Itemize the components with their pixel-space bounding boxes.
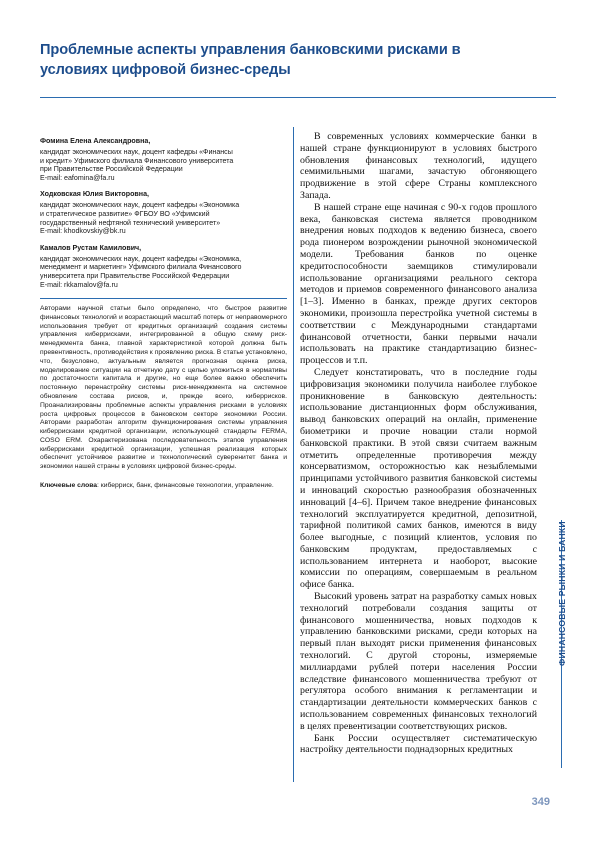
author-affiliation-line: менеджмент и маркетинг» Уфимского филиала Финансового bbox=[40, 263, 242, 272]
author-affiliation-line: при Правительстве Российской Федерации bbox=[40, 165, 183, 174]
keywords-label: Ключевые слова bbox=[40, 481, 98, 489]
author-affiliation-line: государственный нефтяной технический университет» bbox=[40, 218, 221, 227]
abstract: Авторами научной статьи было определено, что быстрое развитие финансовых технологий и возрастающий масштаб потерь от неправомерного использования требует от кредитных организаций создания системы управления киберрисками, интегрированной в общую схему риск-менеджмента банка, главной характеристикой которой должна быть превентивность, противодействия к проявлению риска. В статье установлено, что, безусловно, актуальным является прогнозная оценка риска, моделирование ситуации на отчетную дату с целью уложиться в нормативы по достаточности капитала и другие, но еще более важно обеспечить постоянную перенастройку системы риск-менеджмента на системное обновление состава рисков, и, прежде всего, киберрисков. Проанализированы проблемные аспекты управления рисками в условиях роста цифровых процессов в банковском секторе экономики России. Авторами разработан алгоритм функционирования системы управления киберрисками кредитной организации, использующей стандарты FERMA, COSO ERM. Охарактеризована последовательность этапов управления киберрисками кредитной организации, успешная реализация которых обеспечит устойчивое развитие и технологический суверенитет банка и экономики нашей страны в условиях цифровой бизнес-среды. bbox=[40, 305, 287, 471]
body-paragraph: В нашей стране еще начиная с 90-х годов прошлого века, банковская система является проводником внедрения новых подходов к ведению бизнеса, своего рода пионером возрождении рыночной экономической модели. Требования банков по оценке кредитоспособности заемщиков стимулировали использование организациями реального сектора методов и приемов современного финансового анализа [1–3]. Именно в банках, прежде других секторов экономики, произошла перестройка учетной системы в соответствии с Международными стандартами финансовой отчетности, банки первыми начали использовать на практике стандартизацию бизнес-процессов и т.п. bbox=[300, 201, 537, 367]
title-divider bbox=[40, 97, 556, 98]
section-label: ФИНАНСОВЫЕ РЫНКИ И БАНКИ bbox=[557, 521, 567, 666]
author-affiliation-line: кандидат экономических наук, доцент кафедры «Финансы bbox=[40, 148, 233, 156]
author-block bbox=[40, 243, 287, 289]
body-paragraph: Следует констатировать, что в последние годы цифровизация экономики получила наиболее глубокое проникновение в банковскую деятельность: использование дистанционных форм обслуживания, вывод банковских операций на онлайн, применение биометрики и прочие новации стали нормой банковской практики. В этой связи считаем важным отметить определенные противоречия между консерватизмом, осторожностью как незыблемыми принципами устойчивого развития банковской системы и инноваций скоростью разнообразия обозначенных инноваций [4–6]. Причем такое внедрение финансовых технологий эксплуатируется кредитной, депозитной, тарифной политикой самих банков, имеются в виду более выгодные, с позиций клиентов, условия по банковским продуктам, предоставляемых с использованием интернета и наоборот, высокие комиссии по операциям, совершаемым в реальном офисе банка. bbox=[300, 366, 537, 591]
author-name: Фомина Елена Александровна, bbox=[40, 137, 151, 145]
page-number: 349 bbox=[531, 796, 550, 808]
author-affiliation-line: кандидат экономических наук, доцент кафедры «Экономика, bbox=[40, 254, 242, 263]
keywords bbox=[40, 482, 287, 491]
body-paragraph: Высокий уровень затрат на разработку самых новых технологий потребовали создания защиты от финансового мошенничества, новых подходов к управлению банковскими рисками, среди которых на первый план выходят риски применения финансовых технологий. С другой стороны, измеряемые миллиардами рублей потери населения России вследствие финансового мошенничества требуют от регулятора особого внимания к регламентации и стандартизации деятельности коммерческих банков с использованием современных финансовых технологий в целях превентизации соответствующих рисков. bbox=[300, 591, 537, 732]
body-paragraph: В современных условиях коммерческие банки в нашей стране функционируют в условиях быстрого обновления финансовых технологий, идущего семимильными шагами, зачастую обгоняющего продвижение в этой сфере Страны комплексного Запада. bbox=[300, 131, 537, 201]
author-email: E-mail: eafomina@fa.ru bbox=[40, 173, 115, 182]
column-divider bbox=[293, 127, 294, 782]
article-body bbox=[300, 131, 537, 756]
author-affiliation-line: университета при Правительстве Российской Федерации bbox=[40, 271, 230, 280]
author-name: Ходковская Юлия Викторовна, bbox=[40, 190, 149, 199]
author-affiliation-line: кандидат экономических наук, доцент кафедры «Экономика bbox=[40, 201, 240, 210]
author-name: Камалов Рустам Камилович, bbox=[40, 243, 142, 252]
left-column bbox=[40, 136, 287, 491]
author-affiliation-line: и кредит» Уфимского филиала Финансового университета bbox=[40, 156, 234, 165]
page-title: Проблемные аспекты управления банковскими рисками в условиях цифровой бизнес-среды bbox=[40, 42, 461, 78]
author-email: E-mail: khodkovskiy@bk.ru bbox=[40, 227, 126, 236]
author-block bbox=[40, 136, 287, 182]
keywords-text: : киберриск, банк, финансовые технологии, управление. bbox=[97, 481, 274, 489]
author-affiliation-line: и стратегическое развитие» ФГБОУ ВО «Уфимский bbox=[40, 209, 210, 218]
author-block bbox=[40, 189, 287, 235]
author-email: E-mail: rkkamalov@fa.ru bbox=[40, 280, 118, 289]
abstract-divider bbox=[40, 298, 287, 299]
body-paragraph: Банк России осуществляет систематическую настройку деятельности поднадзорных кредитных bbox=[300, 732, 537, 756]
